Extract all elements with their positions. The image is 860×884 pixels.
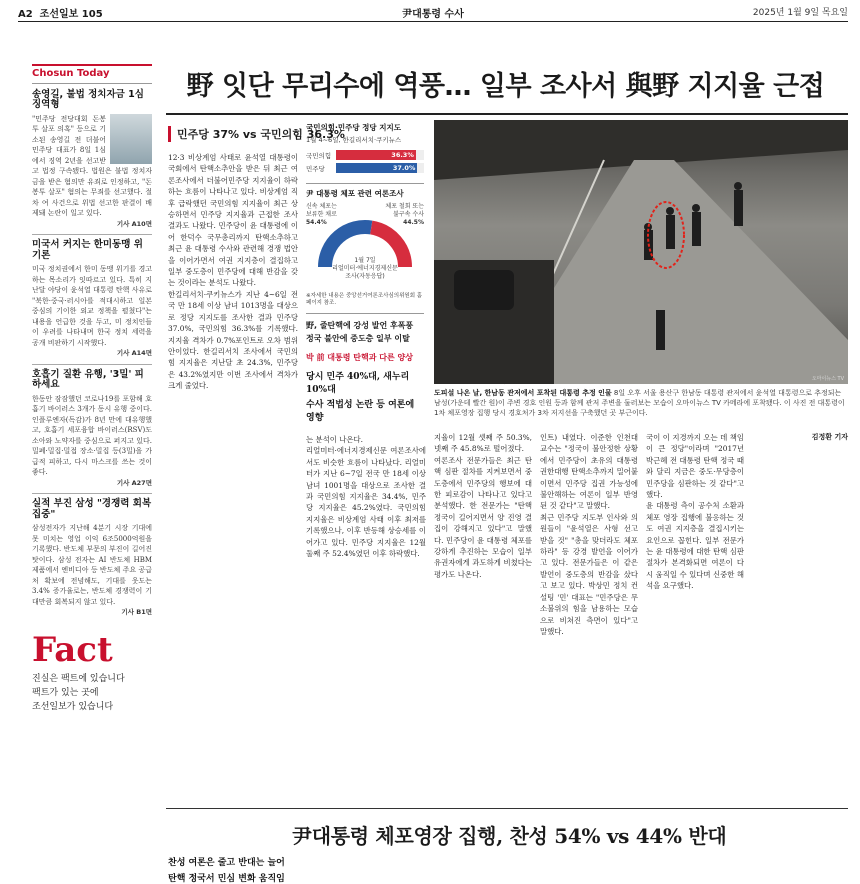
subhead-block — [306, 313, 424, 423]
photo-credit: 오마이뉴스 TV — [811, 376, 844, 382]
news-photo — [434, 120, 848, 384]
donut-right-label: 체포 철회 또는 불구속 수사 44.5% — [385, 203, 424, 226]
divider — [32, 234, 152, 235]
sidebar-item-title: 미국서 커지는 한미동맹 위기론 — [32, 239, 143, 261]
bar-value: 36.3% — [391, 151, 414, 159]
bar-track — [336, 150, 424, 160]
article-column-5: 국이 이 지경까지 오는 데 책임이 큰 정당"이라며 "2017년 박근혜 전 대통령 탄핵 정국 때와 달리 지금은 중도·무당층이 민주당을 심판하는 것 같다"고 했다. 윤 대통령 측이 공수처 소환과 체포 영장 집행에 불응하는 것도 여권 지지층을 결집시키는 요인으로 꼽힌다. 일부 전문가는 윤 대통령에 대한 탄핵 심판 절차가 본격화되면 여론이 다시 움직일 수 있다며 신중한 해석을 요구했다. — [646, 433, 744, 591]
article-column-2: 는 분석이 나온다. 리얼미터·에너지경제신문 여론조사에서도 비슷한 흐름이 나타났다. 리얼미터가 지난 6~7일 전국 만 18세 이상 남녀 1001명을 대상으로 조사한 결과 국민의힘 지지율은 34.4%, 민주당 지지율은 45.2%였다. 국민의힘 지지율은 비상계엄 사태 이후 최저를 기록했으나, 이후 반등해 상승세를 이어가고 있다. 민주당 지지율은 12월 둘째 주 52.4%였던 이후 하락했다. — [306, 435, 426, 559]
bar-fill — [336, 163, 417, 173]
article-column-3: 지율이 12월 셋째 주 50.3%, 넷째 주 45.8%로 떨어졌다. 여론조사 전문가들은 최근 탄핵 심판 절차를 지켜보면서 중도층에서 민주당의 행보에 대한 피로감이 나타나고 있다고 분석했다. 한 전문가는 "탄핵 정국이 길어지면서 양 진영 결집이 강해지고 있다"고 말했다. 민주당이 윤 대통령 체포를 강하게 추진하는 모습이 일부 유권자에게 과도하게 비쳤다는 평가도 나온다. — [434, 433, 532, 579]
fact-logo: Fact — [32, 629, 113, 670]
bar-value: 37.0% — [392, 164, 416, 172]
article-column-1: 12·3 비상계엄 사태로 윤석열 대통령이 국회에서 탄핵소추안을 받은 뒤 최근 여론조사에서 더불어민주당 지지율이 하락하는 흐름이 나타나고 있다. 비상계엄 직후 급락했던 국민의힘 지지율이 최근 상승하면서 민주당 지지율과 근접한 조사 결과도 나왔다. 민주당이 윤 대통령에 이어 한덕수 국무총리까지 탄핵소추하고 최근 윤 대통령 수사와 관련해 경쟁 법안을 이어가면서 여권 지지층이 결집하고 일부 중도층이 민주당에 대해 반감을 갖는 것이라는 분석도 나왔다. 한길리서치·쿠키뉴스가 지난 4~6일 전국 만 18세 이상 남녀 1013명을 대상으로 정당 지지도를 조사한 결과 민주당 37.0%, 국민의힘 36.3%를 기록했다. 지지율 격차가 0.7%포인트로 오차 범위 안이었다. 한길리서치 조사에서 국민의힘 지지율은 지난달 초 24.3%, 민주당은 43.2%였지만 이번 조사에서 격차가 크게 줄었다. — [168, 153, 298, 391]
poll-chart — [306, 122, 424, 423]
subhead-c1: 당시 민주 40%대, 새누리 10%대 — [306, 372, 410, 395]
photo-caption — [434, 388, 848, 418]
bottom-sub1: 찬성 여론은 줄고 반대는 늘어 — [168, 858, 285, 868]
sidebar-item-title: 실적 부진 삼성 "경쟁력 회복 집중" — [32, 498, 152, 520]
donut-left-label: 신속 체포는 보류한 채로 54.4% — [306, 203, 337, 226]
reporter-byline: 김정환 기자 — [811, 433, 848, 441]
bar-label: 민주당 — [306, 164, 325, 173]
donut-title: 尹 대통령 체포 관련 여론조사 — [306, 183, 424, 199]
donut-chart — [306, 201, 424, 293]
section-divider — [166, 808, 848, 809]
subhead-a: 野, 줄탄핵에 강성 발언 후폭풍 — [306, 321, 414, 330]
sidebar-item-title: 송영길, 불법 정치자금 1심 징역형 — [32, 88, 144, 110]
sidebar-label: Chosun Today — [32, 64, 152, 84]
bar-row — [306, 163, 424, 173]
bar-group — [306, 150, 424, 173]
sidebar-item-body: 삼성전자가 지난해 4분기 시장 기대에 못 미치는 영업 이익 6조5000억원을 기록했다. 반도체 부문의 부진이 길어진 탓이다. 삼성 전자는 AI 반도체 HBM 제품에서 엔비디아 등 반도체 주요 공급처 확보에 전념해도, 기대를 웃도는 3.4% 증가율로는, 반도체 경쟁력이 기대만큼 회복되지 않고 있다. — [32, 524, 152, 606]
subhead-c2: 수사 적법성 논란 등 여론에 영향 — [306, 400, 415, 423]
portrait-image — [110, 114, 152, 164]
page-header — [18, 0, 848, 22]
sidebar-item-body: "민주당 전당대회 돈봉투 살포 의혹" 등으로 기소된 송영길 전 더불어민주당 대표가 8일 1심에서 징역 2년을 선고받고 법정 구속됐다. 법원은 불법 정치자금을 받은 혐의만 유죄로 인정하고, "돈봉투 살포" 혐의는 무죄를 선고했다. 절차 여 사건으로 위법 선고한 판결이 배제돼 논란이 일고 있다. — [32, 114, 152, 217]
subheadline: 민주당 37% vs 국민의힘 36.3% — [168, 126, 345, 142]
subhead-a2: 정국 불안에 중도층 일부 이탈 — [306, 334, 410, 343]
chart-title: 국민의힘·민주당 정당 지지도 — [306, 123, 402, 132]
sidebar-item-title: 호흡기 질환 유행, '3밀' 피하세요 — [32, 368, 144, 390]
sidebar-item-body: 한동안 잠잠했던 코로나19를 포함해 호흡기 바이러스 3개가 동시 유행 중이다. 인플루엔자(독감)가 8년 만에 대유행했고, 호흡기 세포융합 바이러스(RSV)도 소아와 노약자를 중심으로 퍼지고 있다. 밀폐·밀집·밀접 장소·밀집 등(3밀)을 가급적 피하고, 다시 마스크를 쓰는 것이 좋다. — [32, 394, 152, 476]
page-number: A2 조선일보 105 — [18, 9, 103, 20]
bar-row — [306, 150, 424, 160]
caption-text: 8일 오후 서울 용산구 한남동 대통령 관저에서 윤석열 대통령으로 추정되는 남성(가운데 빨간 원)이 주변 경호 인원 등과 함께 관저 주변을 둘러보는 모습이 오마이뉴스 TV 카메라에 포착됐다. 이 사진 전 대통령이 1차 체포영장 집행 당시 경호처가 3차 저지선을 구축했던 곳 부근이다. — [434, 389, 845, 417]
article-column-4: 인트) 내였다. 이준한 인천대 교수는 "정국이 불안정한 상황에서 민주당이 초유의 대통령 권한대행 탄핵소추까지 밀어붙이면서 민주당 집권 가능성에 불안해하는 여론이 일부 반영된 것 같다"고 말했다. 최근 민주당 지도부 인사와 의원들이 "윤석열은 사형 선고 받을 것" "총을 맞더라도 체포하라" 등 강경 발언을 이어가고 있다. 전문가들은 이 같은 발언이 중도층의 반감을 샀다고 보고 있다. 박상민 정치 컨설팅 '민' 대표는 "민주당은 무소불위의 힘을 남용하는 모습으로 비쳐진 측면이 있다"고 말했다. — [540, 433, 638, 636]
bottom-headline: 尹대통령 체포영장 집행, 찬성 54% vs 44% 반대 — [292, 824, 727, 848]
sidebar-item-ref: 기사 A14면 — [116, 349, 152, 357]
bottom-sub2: 탄핵 정국서 민심 변화 움직임 — [168, 874, 285, 884]
chart-subtitle: 1월 4~6일, 한길리서치·쿠키뉴스 — [306, 136, 402, 144]
bar-label: 국민의힘 — [306, 151, 332, 160]
bar-track — [336, 163, 424, 173]
sidebar-item-ref: 기사 B1면 — [121, 608, 152, 616]
subhead-b: 박 前 대통령 탄핵과 다른 양상 — [306, 353, 413, 362]
main-headline: 野 잇단 무리수에 역풍… 일부 조사서 與野 지지율 근접 — [186, 71, 825, 102]
caption-title: 도피설 나온 날, 한남동 관저에서 포착된 대통령 추정 인물 — [434, 389, 612, 397]
fact-block — [32, 629, 152, 714]
sidebar-item-ref: 기사 A10면 — [116, 219, 152, 228]
fact-slogan: 진실은 팩트에 있습니다 팩트가 있는 곳에 조선일보가 있습니다 — [32, 673, 125, 712]
headline-rule — [166, 113, 848, 115]
chosun-today-sidebar — [32, 64, 152, 714]
photo-scene — [434, 120, 848, 384]
sidebar-item-body: 미국 정치권에서 한미 동맹 위기를 경고하는 목소리가 잇따르고 있다. 특히 지난달 야당이 윤석열 대통령 탄핵 사유로 "북한·중국·러시아를 적대시하고 일본 중심의 기이한 외교 정책을 펼쳤다"는 내용을 언급한 것을 두고, 미 정치인들이 우려를 나타내며 한국 정치 세력을 공개 비판하기 시작했다. — [32, 265, 152, 347]
section-title: 尹대통령 수사 — [402, 9, 464, 20]
chart-note: ※자세한 내용은 중앙선거여론조사심의위원회 홈페이지 참조. — [306, 293, 423, 306]
bar-fill — [336, 150, 416, 160]
sidebar-item-ref: 기사 A27면 — [116, 478, 152, 487]
divider — [32, 364, 152, 365]
donut-center-text: 1월 7일 리얼미터·에너지경제신문 조사(자동응답) — [332, 257, 398, 280]
bottom-subheads — [168, 855, 298, 884]
article-column-6 — [750, 432, 848, 804]
divider — [32, 493, 152, 494]
issue-date: 2025년 1월 9일 목요일 — [752, 8, 848, 18]
